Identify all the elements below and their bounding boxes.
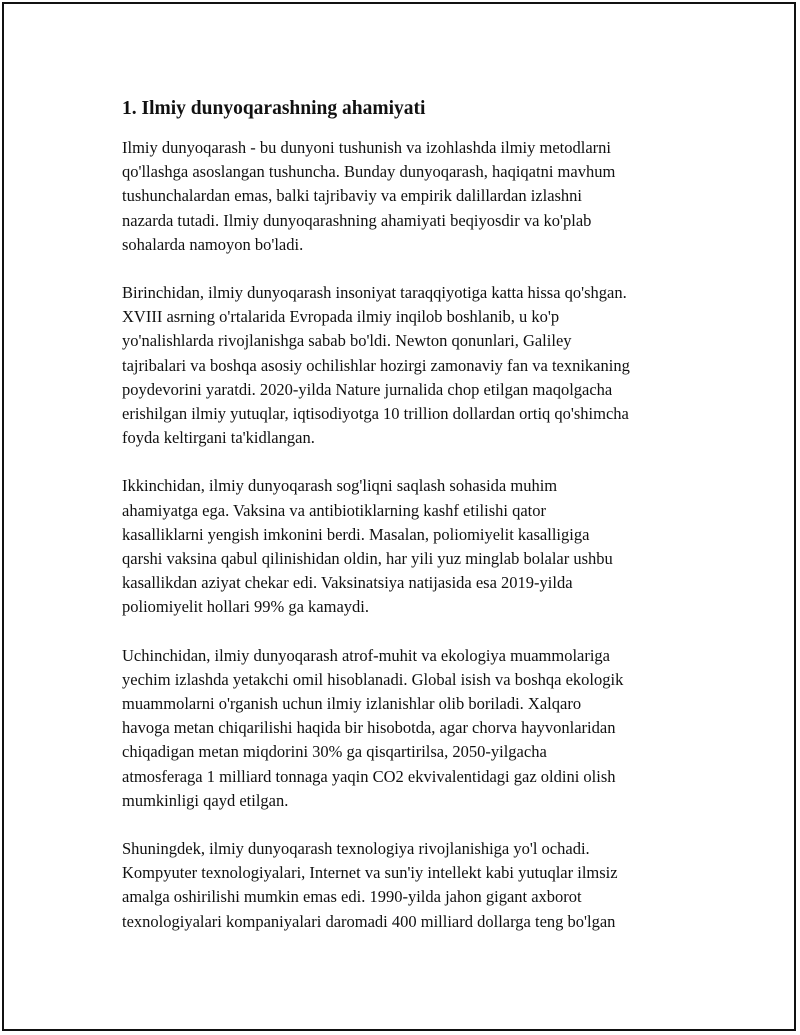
section-title: 1. Ilmiy dunyoqarashning ahamiyati <box>122 98 426 119</box>
page-frame <box>2 2 796 1031</box>
paragraph-intro: Ilmiy dunyoqarash - bu dunyoni tushunish va izohlashda ilmiy metodlarni qo'llashga asoslangan tushuncha. Bunday dunyoqarash, haqiqatni mavhum tushunchalardan emas, balki tajribaviy va empirik dalillardan izlashni nazarda tutadi. Ilmiy dunyoqarashning ahamiyati beqiyosdir va ko'plab sohalarda namoyon bo'ladi. <box>122 138 616 254</box>
paragraph-third: Uchinchidan, ilmiy dunyoqarash atrof-muhit va ekologiya muammolariga yechim izlashda yetakchi omil hisoblanadi. Global isish va boshqa ekologik muammolarni o'rganish uchun ilmiy izlanishlar olib boriladi. Xalqaro havoga metan chiqarilishi haqida bir hisobotda, agar chorva hayvonlaridan chiqadigan metan miqdorini 30% ga qisqartirilsa, 2050-yilgacha atmosferaga 1 milliard tonnaga yaqin CO2 ekvivalentidagi gaz oldini olish mumkinligi qayd etilgan. <box>122 645 624 810</box>
document-body <box>122 96 702 958</box>
paragraph-fourth: Shuningdek, ilmiy dunyoqarash texnologiya rivojlanishiga yo'l ochadi. Kompyuter texnologiyalari, Internet va sun'iy intellekt kabi yutuqlar ilmsiz amalga oshirilishi mumkin emas edi. 1990-yilda jahon gigant axborot texnologiyalari kompaniyalari daromadi 400 milliard dollarga teng bo'lgan <box>122 839 618 931</box>
paragraph-first: Birinchidan, ilmiy dunyoqarash insoniyat taraqqiyotiga katta hissa qo'shgan. XVIII asrning o'rtalarida Evropada ilmiy inqilob boshlanib, u ko'p yo'nalishlarda rivojlanishga sabab bo'ldi. Newton qonunlari, Galiley tajribalari va boshqa asosiy ochilishlar hozirgi zamonaviy fan va texnikaning poydevorini yaratdi. 2020-yilda Nature jurnalida chop etilgan maqolgacha erishilgan ilmiy yutuqlar, iqtisodiyotga 10 trillion dollardan ortiq qo'shimcha foyda keltirgani ta'kidlangan. <box>122 283 630 448</box>
paragraph-second: Ikkinchidan, ilmiy dunyoqarash sog'liqni saqlash sohasida muhim ahamiyatga ega. Vaksina va antibiotiklarning kashf etilishi qator kasalliklarni yengish imkonini berdi. Masalan, poliomiyelit kasalligiga qarshi vaksina qabul qilinishidan oldin, har yili yuz minglab bolalar ushbu kasallikdan aziyat chekar edi. Vaksinatsiya natijasida esa 2019-yilda poliomiyelit hollari 99% ga kamaydi. <box>122 476 613 617</box>
